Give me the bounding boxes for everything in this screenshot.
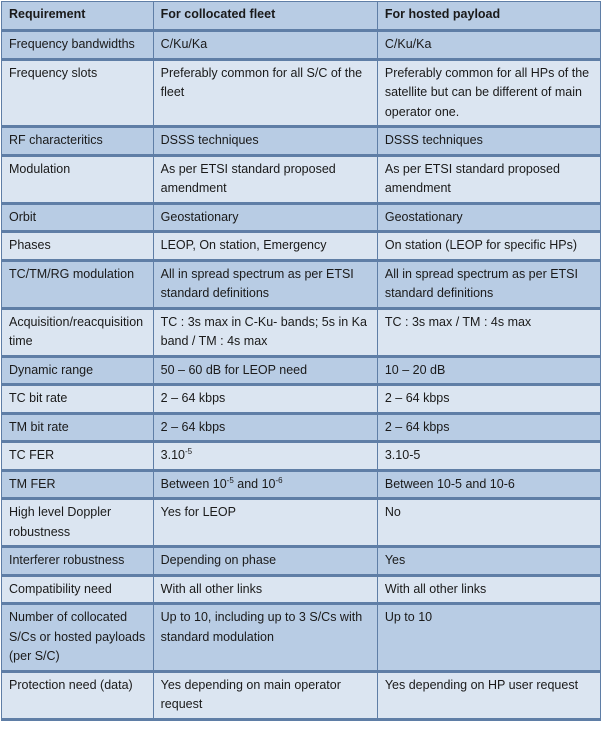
row-hosted-value: Between 10-5 and 10-6 xyxy=(377,470,600,499)
row-fleet-value: TC : 3s max in C-Ku- bands; 5s in Ka band / TM : 4s max xyxy=(153,308,377,356)
row-requirement: TM bit rate xyxy=(2,413,154,442)
row-hosted-value: 3.10-5 xyxy=(377,442,600,471)
row-fleet-value: DSSS techniques xyxy=(153,127,377,156)
row-fleet-value: With all other links xyxy=(153,575,377,604)
row-fleet-value: LEOP, On station, Emergency xyxy=(153,232,377,261)
row-requirement: Protection need (data) xyxy=(2,671,154,719)
row-fleet-value xyxy=(153,442,377,471)
row-requirement: Number of collocated S/Cs or hosted payloads (per S/C) xyxy=(2,604,154,672)
fleet-fer-exponent: -5 xyxy=(184,446,193,456)
row-fleet-value: Depending on phase xyxy=(153,547,377,576)
row-requirement: TC bit rate xyxy=(2,385,154,414)
row-fleet-value: Up to 10, including up to 3 S/Cs with standard modulation xyxy=(153,604,377,672)
row-fleet-value: All in spread spectrum as per ETSI standard definitions xyxy=(153,260,377,308)
row-hosted-value: DSSS techniques xyxy=(377,127,600,156)
row-requirement: High level Doppler robustness xyxy=(2,499,154,547)
table-row xyxy=(2,59,601,127)
row-hosted-value: All in spread spectrum as per ETSI standard definitions xyxy=(377,260,600,308)
row-hosted-value: With all other links xyxy=(377,575,600,604)
fleet-fer-exponent-2: -6 xyxy=(275,475,283,485)
table-row xyxy=(2,575,601,604)
row-fleet-value xyxy=(153,470,377,499)
table-row xyxy=(2,155,601,203)
row-hosted-value: Up to 10 xyxy=(377,604,600,672)
row-requirement: TM FER xyxy=(2,470,154,499)
table-row xyxy=(2,604,601,672)
table-row xyxy=(2,127,601,156)
fleet-fer-exponent-1: -5 xyxy=(226,475,234,485)
table-header-row xyxy=(2,2,601,31)
row-requirement: Orbit xyxy=(2,203,154,232)
table-row xyxy=(2,671,601,719)
requirements-table xyxy=(1,1,601,721)
row-requirement: Frequency slots xyxy=(2,59,154,127)
row-hosted-value: Geostationary xyxy=(377,203,600,232)
row-requirement: Interferer robustness xyxy=(2,547,154,576)
fleet-fer-pre: Between 10 xyxy=(160,476,227,491)
row-fleet-value: Preferably common for all S/C of the fleet xyxy=(153,59,377,127)
row-fleet-value: 2 – 64 kbps xyxy=(153,413,377,442)
fleet-fer-base: 3.10 xyxy=(160,448,185,462)
row-requirement: TC FER xyxy=(2,442,154,471)
row-fleet-value: C/Ku/Ka xyxy=(153,31,377,60)
table-row xyxy=(2,260,601,308)
table-row xyxy=(2,499,601,547)
table-row xyxy=(2,356,601,385)
table-row xyxy=(2,308,601,356)
row-requirement: RF characteritics xyxy=(2,127,154,156)
row-hosted-value: No xyxy=(377,499,600,547)
row-hosted-value: 2 – 64 kbps xyxy=(377,413,600,442)
row-fleet-value: Yes for LEOP xyxy=(153,499,377,547)
row-hosted-value: As per ETSI standard proposed amendment xyxy=(377,155,600,203)
row-requirement: Phases xyxy=(2,232,154,261)
row-hosted-value: 10 – 20 dB xyxy=(377,356,600,385)
table-row xyxy=(2,547,601,576)
table-row xyxy=(2,413,601,442)
row-hosted-value: 2 – 64 kbps xyxy=(377,385,600,414)
row-hosted-value: Yes xyxy=(377,547,600,576)
table-row xyxy=(2,470,601,499)
table-row xyxy=(2,203,601,232)
row-hosted-value: On station (LEOP for specific HPs) xyxy=(377,232,600,261)
row-hosted-value: Preferably common for all HPs of the satellite but can be different of main operator one. xyxy=(377,59,600,127)
row-fleet-value: Yes depending on main operator request xyxy=(153,671,377,719)
row-hosted-value: Yes depending on HP user request xyxy=(377,671,600,719)
header-hosted-payload: For hosted payload xyxy=(377,2,600,31)
row-hosted-value: C/Ku/Ka xyxy=(377,31,600,60)
table-row xyxy=(2,385,601,414)
row-requirement: Acquisition/reacquisition time xyxy=(2,308,154,356)
row-hosted-value: TC : 3s max / TM : 4s max xyxy=(377,308,600,356)
table-row xyxy=(2,442,601,471)
row-fleet-value: Geostationary xyxy=(153,203,377,232)
row-fleet-value: As per ETSI standard proposed amendment xyxy=(153,155,377,203)
row-requirement: Modulation xyxy=(2,155,154,203)
table-row xyxy=(2,232,601,261)
row-requirement: Compatibility need xyxy=(2,575,154,604)
header-collocated-fleet: For collocated fleet xyxy=(153,2,377,31)
row-requirement: Dynamic range xyxy=(2,356,154,385)
header-requirement: Requirement xyxy=(2,2,154,31)
row-fleet-value: 2 – 64 kbps xyxy=(153,385,377,414)
fleet-fer-mid: and 10 xyxy=(233,476,276,491)
table-row xyxy=(2,31,601,60)
row-requirement: Frequency bandwidths xyxy=(2,31,154,60)
row-fleet-value: 50 – 60 dB for LEOP need xyxy=(153,356,377,385)
row-requirement: TC/TM/RG modulation xyxy=(2,260,154,308)
